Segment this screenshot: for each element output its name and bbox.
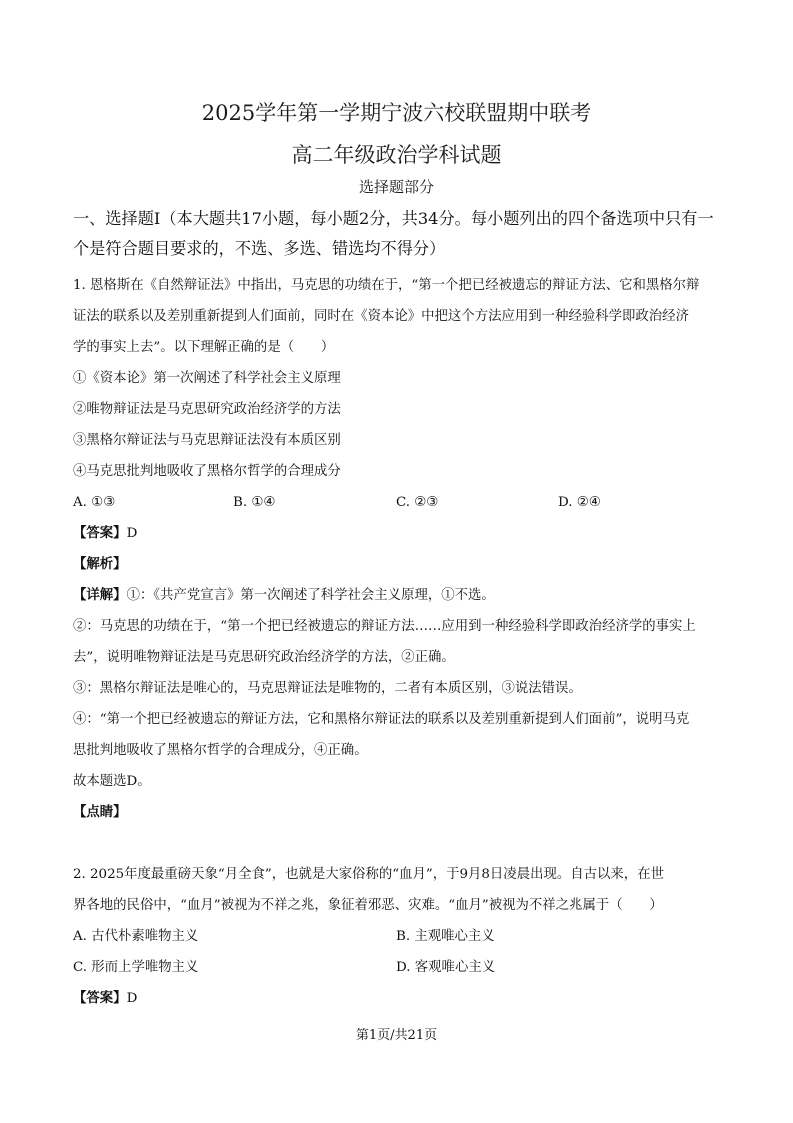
q1-statement-3: ③黑格尔辩证法与马克思辩证法没有本质区别 [73, 433, 341, 448]
q1-detail-line-4: ③：黑格尔辩证法是唯心的，马克思辩证法是唯物的，二者有本质区别，③说法错误。 [73, 681, 582, 696]
q1-detail-text: ①：《共产党宣言》第一次阐述了科学社会主义原理，①不选。 [126, 588, 495, 603]
q2-option-b: B. 主观唯心主义 [396, 929, 495, 944]
q1-answer-label: 【答案】 [73, 526, 127, 541]
q2-option-c: C. 形而上学唯物主义 [73, 960, 199, 975]
q2-answer-label: 【答案】 [73, 991, 127, 1006]
q1-detail-line-1 [73, 586, 733, 606]
exam-subtitle: 高二年级政治学科试题 [291, 143, 502, 167]
q2-stem-line-1: 2. 2025年度最重磅天象“月全食”，也就是大家俗称的“血月”，于9月8日凌晨出现。自古以来，在世 [73, 867, 664, 882]
q1-answer [73, 524, 733, 544]
page-number: 第1页/共21页 [355, 1028, 438, 1043]
q1-option-c: C. ②③ [396, 495, 439, 510]
q1-analysis-label: 【解析】 [73, 557, 127, 572]
q1-option-b: B. ①④ [233, 495, 276, 510]
q2-option-a: A. 古代朴素唯物主义 [73, 929, 199, 944]
q1-conclusion: 故本题选D。 [73, 774, 151, 789]
section-heading: 选择题部分 [358, 178, 434, 196]
q1-stem-line-1: 1. 恩格斯在《自然辩证法》中指出，马克思的功绩在于，“第一个把已经被遗忘的辩证方法、它和黑格尔辩 [73, 278, 700, 293]
q1-detail-line-2: ②：马克思的功绩在于，“第一个把已经被遗忘的辩证方法……应用到一种经验科学即政治经济学的事实上 [73, 619, 696, 634]
q1-option-d: D. ②④ [558, 495, 601, 510]
q1-detail-label: 【详解】 [73, 588, 127, 603]
q1-detail-line-6: 思批判地吸收了黑格尔哲学的合理成分，④正确。 [73, 743, 368, 758]
instructions-line-2: 个是符合题目要求的，不选、多选、错选均不得分） [73, 239, 446, 258]
q1-comment-label: 【点睛】 [73, 805, 127, 820]
instructions-line-1: 一、选择题Ⅰ（本大题共17小题，每小题2分，共34分。每小题列出的四个备选项中只有一 [73, 209, 714, 228]
exam-title: 2025学年第一学期宁波六校联盟期中联考 [201, 101, 592, 125]
q1-statement-1: ①《资本论》第一次阐述了科学社会主义原理 [73, 371, 341, 386]
q1-detail-line-3: 去”，说明唯物辩证法是马克思研究政治经济学的方法，②正确。 [73, 650, 455, 665]
q2-answer-value: D [126, 991, 138, 1006]
q1-statement-2: ②唯物辩证法是马克思研究政治经济学的方法 [73, 402, 341, 417]
q2-stem-line-2: 界各地的民俗中，“血月”被视为不祥之兆，象征着邪恶、灾难。“血月”被视为不祥之兆属于（ ） [73, 898, 663, 913]
q1-stem-line-2: 证法的联系以及差别重新提到人们面前，同时在《资本论》中把这个方法应用到一种经验科学即政治经济 [73, 309, 689, 324]
q1-answer-value: D [126, 526, 138, 541]
q1-statement-4: ④马克思批判地吸收了黑格尔哲学的合理成分 [73, 464, 341, 479]
q1-stem-line-3: 学的事实上去”。以下理解正确的是（ ） [73, 340, 335, 355]
q1-detail-line-5: ④：“第一个把已经被遗忘的辩证方法，它和黑格尔辩证法的联系以及差别重新提到人们面前”，说明马克 [73, 712, 690, 727]
q1-option-a: A. ①③ [73, 495, 116, 510]
q2-option-d: D. 客观唯心主义 [396, 960, 496, 975]
q2-answer [73, 989, 733, 1009]
